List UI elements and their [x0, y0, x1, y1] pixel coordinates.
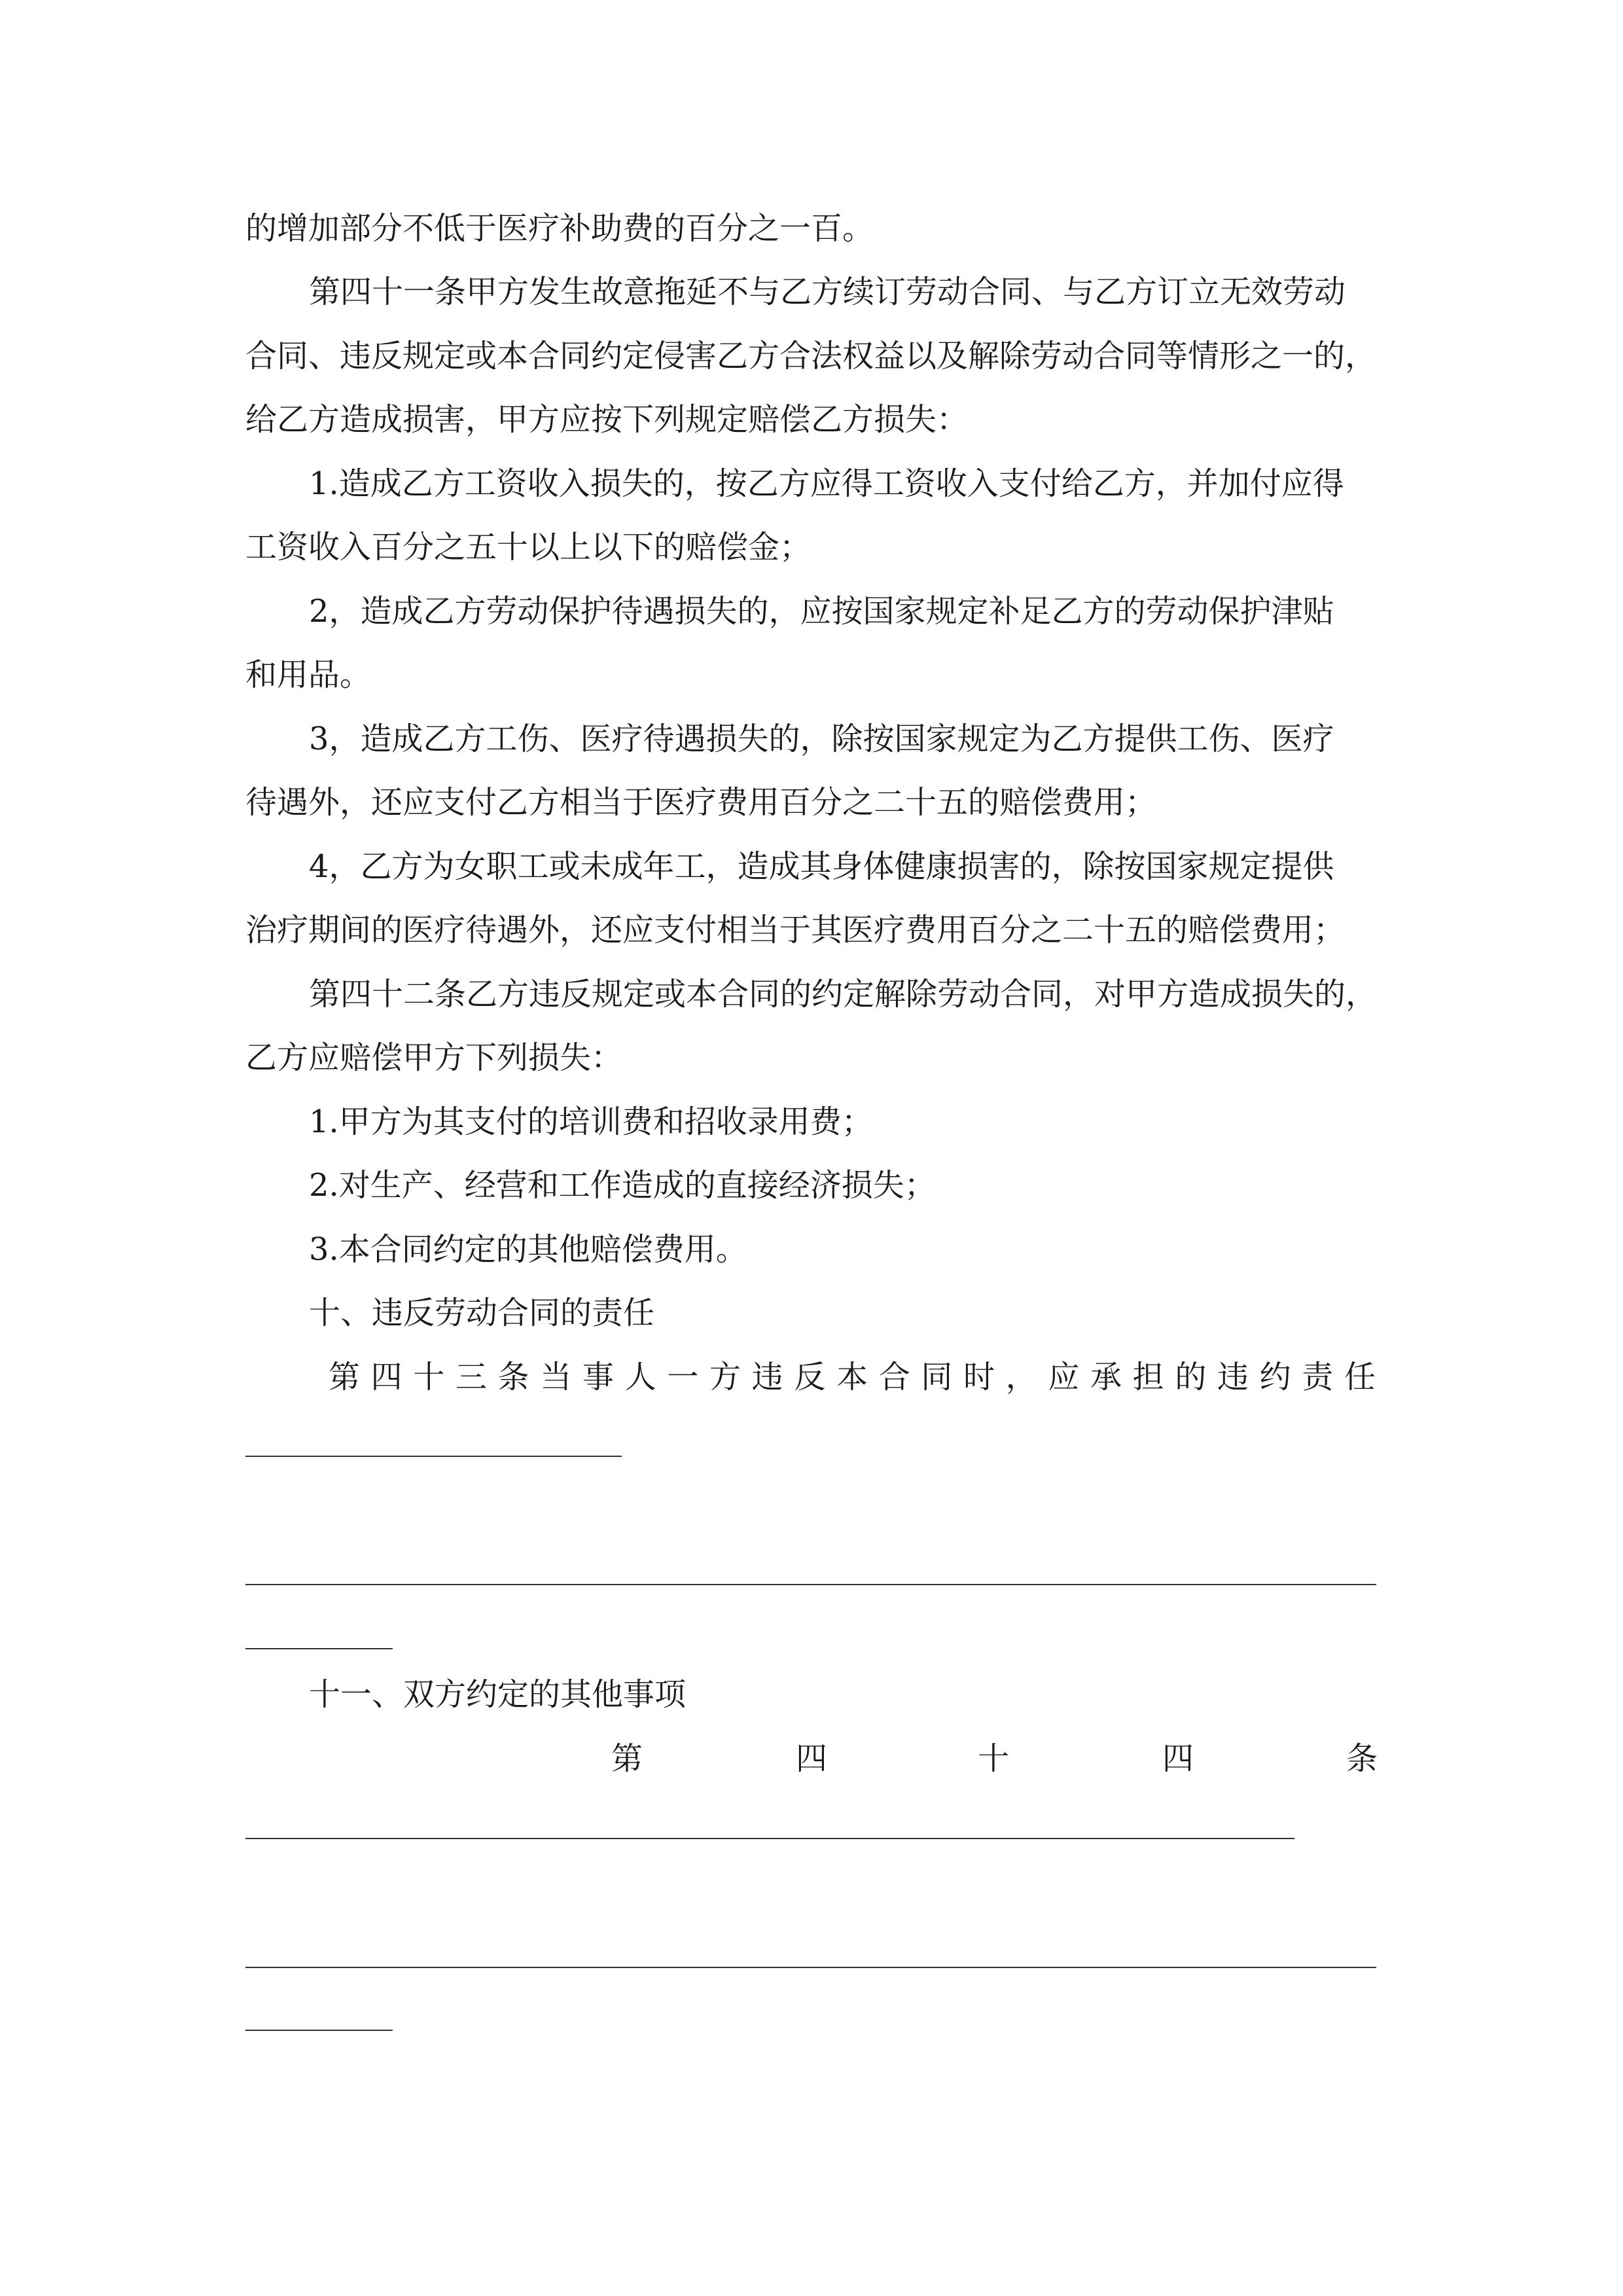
list-item: 3.本合同约定的其他赔偿费用。: [309, 1231, 747, 1268]
section-10-heading: 十、违反劳动合同的责任: [309, 1295, 655, 1331]
list-item: 3，造成乙方工伤、医疗待遇损失的，除按国家规定为乙方提供工伤、医疗: [309, 721, 1334, 757]
paragraph-line: 治疗期间的医疗待遇外，还应支付相当于其医疗费用百分之二十五的赔偿费用；: [245, 912, 1346, 948]
blank-underline: [245, 2030, 393, 2031]
paragraph-line: 合同、违反规定或本合同约定侵害乙方合法权益以及解除劳动合同等情形之一的，: [245, 338, 1377, 374]
list-item: 1.甲方为其支付的培训费和招收录用费；: [309, 1103, 873, 1140]
blank-underline: [245, 1838, 1294, 1839]
section-11-heading: 十一、双方约定的其他事项: [309, 1676, 687, 1713]
paragraph-line: 给乙方造成损害，甲方应按下列规定赔偿乙方损失：: [245, 401, 969, 438]
paragraph-line: 工资收入百分之五十以上以下的赔偿金；: [245, 529, 812, 565]
heading-char: 条: [1346, 1740, 1378, 1777]
paragraph-line: 的增加部分不低于医疗补助费的百分之一百。: [245, 210, 874, 247]
blank-underline: [245, 1584, 1376, 1585]
blank-underline: [245, 1648, 393, 1649]
article-41-heading: 第四十一条甲方发生故意拖延不与乙方续订劳动合同、与乙方订立无效劳动: [309, 274, 1346, 310]
list-item: 2.对生产、经营和工作造成的直接经济损失；: [309, 1167, 936, 1204]
article-43-heading: 第四十三条当事人一方违反本合同时，应承担的违约责任: [329, 1359, 1376, 1395]
blank-underline: [245, 1967, 1376, 1968]
article-42-heading: 第四十二条乙方违反规定或本合同的约定解除劳动合同，对甲方造成损失的，: [309, 976, 1378, 1013]
paragraph-line: 乙方应赔偿甲方下列损失：: [245, 1039, 623, 1076]
paragraph-line: 和用品。: [245, 656, 372, 693]
heading-char: 四: [1162, 1740, 1194, 1777]
blank-underline: [245, 1456, 622, 1457]
list-item: 1.造成乙方工资收入损失的，按乙方应得工资收入支付给乙方，并加付应得: [309, 465, 1344, 502]
heading-char: 四: [796, 1740, 828, 1777]
list-item: 2，造成乙方劳动保护待遇损失的，应按国家规定补足乙方的劳动保护津贴: [309, 593, 1334, 630]
list-item: 4，乙方为女职工或未成年工，造成其身体健康损害的，除按国家规定提供: [309, 848, 1334, 885]
heading-char: 十: [978, 1740, 1010, 1777]
paragraph-line: 待遇外，还应支付乙方相当于医疗费用百分之二十五的赔偿费用；: [245, 784, 1157, 821]
heading-char: 第: [611, 1740, 643, 1777]
